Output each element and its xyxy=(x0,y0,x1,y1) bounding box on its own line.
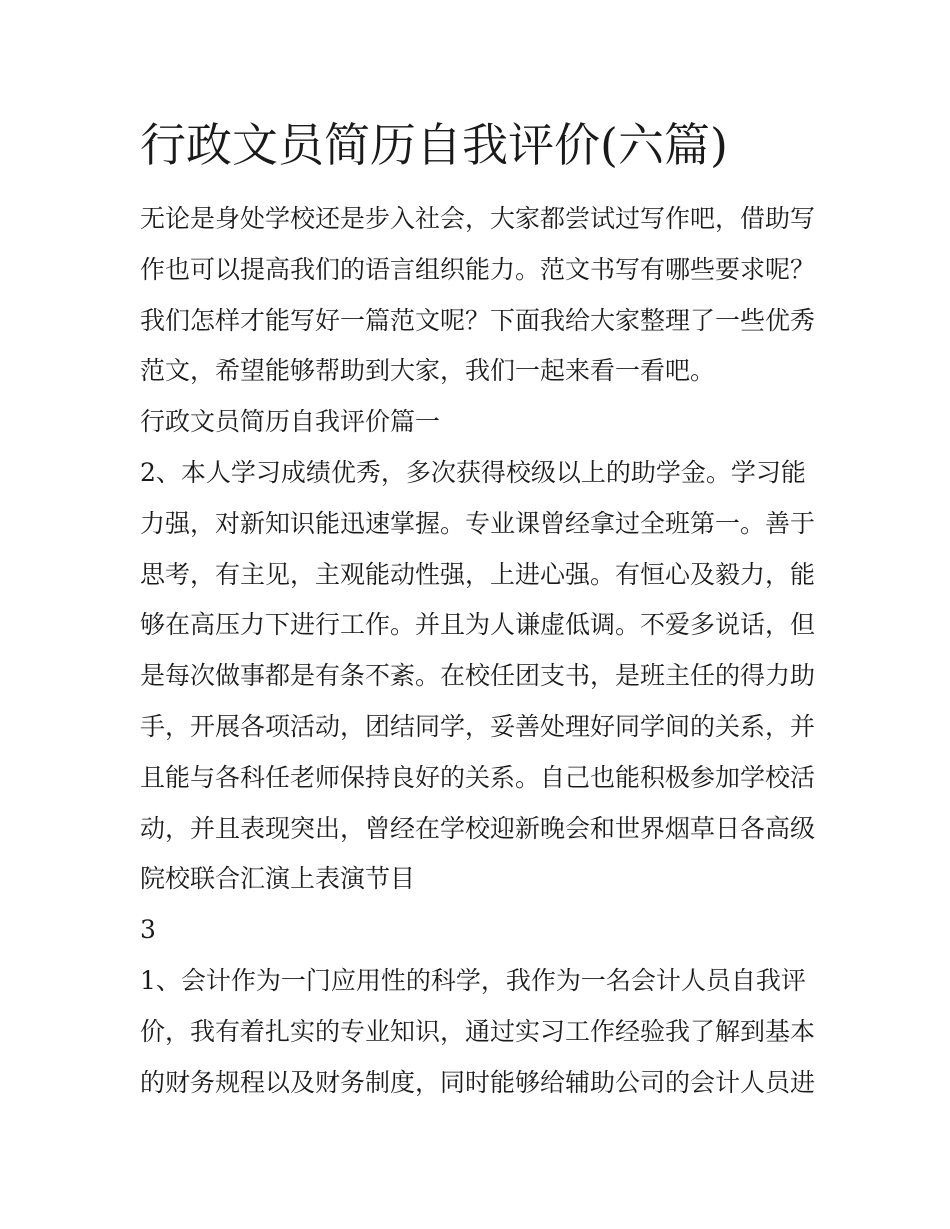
point-2-line: 院校联合汇演上表演节目 xyxy=(140,864,416,894)
intro-line: 我们怎样才能写好一篇范文呢？下面我给大家整理了一些优秀 xyxy=(140,305,816,335)
point-2-line: 动，并且表现突出，曾经在学校迎新晚会和世界烟草日各高级 xyxy=(140,813,816,843)
point-1-paragraph xyxy=(140,956,820,1108)
point-2-line: 手，开展各项活动，团结同学，妥善处理好同学间的关系，并 xyxy=(140,711,816,741)
section-heading xyxy=(140,397,820,448)
point-1-line: 的财务规程以及财务制度，同时能够给辅助公司的会计人员进 xyxy=(140,1067,816,1097)
point-2-line: 且能与各科任老师保持良好的关系。自己也能积极参加学校活 xyxy=(140,762,816,792)
point-2-line: 力强，对新知识能迅速掌握。专业课曾经拿过全班第一。善于 xyxy=(140,508,816,538)
intro-line: 无论是身处学校还是步入社会，大家都尝试过写作吧，借助写 xyxy=(140,204,816,233)
point-3-text: 3 xyxy=(140,915,156,945)
point-2-line: 2、本人学习成绩优秀，多次获得校级以上的助学金。学习能 xyxy=(140,457,806,487)
intro-line: 范文，希望能够帮助到大家，我们一起来看一看吧。 xyxy=(140,356,716,386)
document-page xyxy=(140,112,820,1108)
intro-paragraph xyxy=(140,194,820,397)
point-2-line: 是每次做事都是有条不紊。在校任团支书，是班主任的得力助 xyxy=(140,661,816,691)
intro-line: 作也可以提高我们的语言组织能力。范文书写有哪些要求呢？ xyxy=(140,254,816,284)
point-1-line: 价，我有着扎实的专业知识，通过实习工作经验我了解到基本 xyxy=(140,1016,816,1046)
point-1-line: 1、会计作为一门应用性的科学，我作为一名会计人员自我评 xyxy=(140,965,806,995)
point-2-line: 够在高压力下进行工作。并且为人谦虚低调。不爱多说话，但 xyxy=(140,610,816,640)
section-heading-text: 行政文员简历自我评价篇一 xyxy=(140,407,441,437)
point-2-line: 思考，有主见，主观能动性强，上进心强。有恒心及毅力，能 xyxy=(140,559,816,589)
point-3-label xyxy=(140,905,820,956)
document-title: 行政文员简历自我评价(六篇) xyxy=(140,118,728,172)
point-2-paragraph xyxy=(140,448,820,905)
